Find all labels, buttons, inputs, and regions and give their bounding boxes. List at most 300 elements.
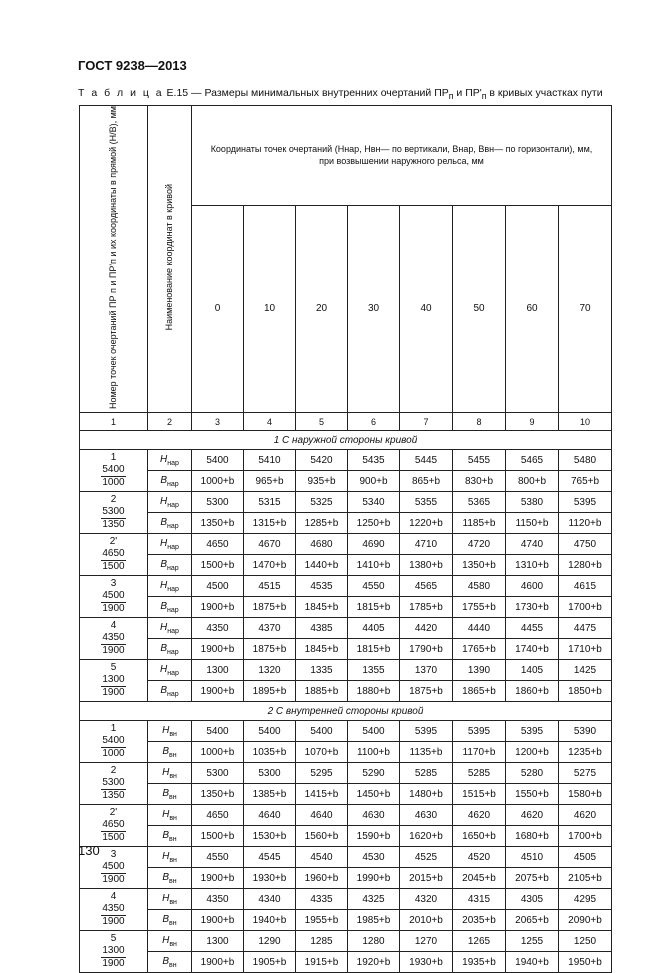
fraction-width: 1900 (102, 645, 125, 657)
coord-subscript: вн (169, 793, 177, 801)
document-header: ГОСТ 9238—2013 (78, 58, 187, 73)
table-row (80, 910, 612, 931)
coord-subscript: вн (169, 919, 177, 927)
b-value-cell: 2090+b (559, 910, 612, 931)
h-value-cell: 4640 (296, 805, 348, 826)
b-value-cell: 1220+b (400, 513, 453, 534)
coord-subscript: вн (169, 877, 177, 885)
h-value-cell: 5325 (296, 492, 348, 513)
b-value-cell: 900+b (348, 471, 400, 492)
fraction-height: 5300 (102, 506, 125, 518)
coord-name-h: $H_{нар}$ (148, 492, 192, 513)
coord-name-b: $B_{нар}$ (148, 681, 192, 702)
coord-name-h: $H_{нар}$ (148, 576, 192, 597)
h-value-cell: 1370 (400, 660, 453, 681)
b-value-cell: 1950+b (559, 952, 612, 973)
coord-name-h: $H_{вн}$ (148, 931, 192, 952)
fraction-width: 1900 (102, 603, 125, 615)
b-value-cell: 1875+b (400, 681, 453, 702)
b-value-cell: 1885+b (296, 681, 348, 702)
h-value-cell: 1405 (506, 660, 559, 681)
h-value-cell: 1390 (453, 660, 506, 681)
coord-subscript: нар (167, 543, 179, 551)
h-value-cell: 5400 (296, 721, 348, 742)
elevation-cell: 20 (296, 205, 348, 412)
caption-text: Е.15 — Размеры минимальных внутренних очертаний ПР (163, 87, 449, 99)
b-value-cell: 1730+b (506, 597, 559, 618)
h-value-cell: 4620 (453, 805, 506, 826)
column-number-cell: 7 (400, 413, 453, 431)
column-number-cell: 6 (348, 413, 400, 431)
b-value-cell: 1120+b (559, 513, 612, 534)
b-value-cell: 1710+b (559, 639, 612, 660)
b-value-cell: 1900+b (192, 597, 244, 618)
b-value-cell: 935+b (296, 471, 348, 492)
b-value-cell: 800+b (506, 471, 559, 492)
h-value-cell: 4720 (453, 534, 506, 555)
h-value-cell: 5275 (559, 763, 612, 784)
coord-subscript: вн (169, 940, 177, 948)
fraction-height: 4500 (102, 861, 125, 873)
fraction-height: 4650 (102, 819, 125, 831)
h-value-cell: 4320 (400, 889, 453, 910)
b-value-cell: 1285+b (296, 513, 348, 534)
coord-name-h: $H_{вн}$ (148, 805, 192, 826)
b-value-cell: 1900+b (192, 910, 244, 931)
coord-name-b: $B_{нар}$ (148, 555, 192, 576)
h-value-cell: 4640 (244, 805, 296, 826)
h-value-cell: 4510 (506, 847, 559, 868)
h-value-cell: 4620 (506, 805, 559, 826)
h-value-cell: 5380 (506, 492, 559, 513)
point-number: 2 (110, 494, 117, 506)
h-value-cell: 5400 (244, 721, 296, 742)
table-row (80, 952, 612, 973)
coord-subscript: нар (167, 522, 179, 530)
fraction-width: 1900 (102, 958, 125, 970)
fraction-width: 1000 (102, 748, 125, 760)
b-value-cell: 1500+b (192, 826, 244, 847)
h-value-cell: 5400 (192, 721, 244, 742)
b-value-cell: 1380+b (400, 555, 453, 576)
h-value-cell: 4385 (296, 618, 348, 639)
h-value-cell: 4550 (192, 847, 244, 868)
section-title: 1 С наружной стороны кривой (80, 431, 612, 450)
h-value-cell: 4325 (348, 889, 400, 910)
fraction-width: 1350 (102, 790, 125, 802)
b-value-cell: 1700+b (559, 826, 612, 847)
point-fraction (101, 945, 125, 970)
point-number: 5 (110, 933, 117, 945)
b-value-cell: 2065+b (506, 910, 559, 931)
point-number: 2' (109, 807, 118, 819)
b-value-cell: 1815+b (348, 597, 400, 618)
b-value-cell: 1985+b (348, 910, 400, 931)
b-value-cell: 1590+b (348, 826, 400, 847)
coord-name-b: $B_{нар}$ (148, 513, 192, 534)
fraction-width: 1500 (102, 832, 125, 844)
coord-name-header: Наименование координат в кривой (148, 106, 192, 413)
table-row (80, 742, 612, 763)
h-value-cell: 4505 (559, 847, 612, 868)
b-value-cell: 2075+b (506, 868, 559, 889)
point-fraction (101, 632, 125, 657)
h-value-cell: 1255 (506, 931, 559, 952)
b-value-cell: 1350+b (192, 784, 244, 805)
h-value-cell: 5390 (559, 721, 612, 742)
dimensions-table (79, 105, 612, 973)
coord-subscript: нар (167, 669, 179, 677)
point-fraction (101, 506, 125, 531)
h-value-cell: 4710 (400, 534, 453, 555)
coord-name-h: $H_{нар}$ (148, 534, 192, 555)
h-value-cell: 1425 (559, 660, 612, 681)
table-row (80, 639, 612, 660)
elevation-cell: 60 (506, 205, 559, 412)
h-value-cell: 4580 (453, 576, 506, 597)
coord-name-h: $H_{вн}$ (148, 763, 192, 784)
h-value-cell: 4340 (244, 889, 296, 910)
h-value-cell: 4670 (244, 534, 296, 555)
table-row (80, 847, 612, 868)
fraction-height: 5300 (102, 777, 125, 789)
b-value-cell: 1845+b (296, 639, 348, 660)
b-value-cell: 2105+b (559, 868, 612, 889)
h-value-cell: 4690 (348, 534, 400, 555)
fraction-height: 4650 (102, 548, 125, 560)
h-value-cell: 5355 (400, 492, 453, 513)
h-value-cell: 4535 (296, 576, 348, 597)
coord-name-b: $B_{вн}$ (148, 868, 192, 889)
table-row (80, 513, 612, 534)
column-number-cell: 10 (559, 413, 612, 431)
b-value-cell: 1815+b (348, 639, 400, 660)
point-id-cell (80, 534, 148, 576)
fraction-height: 4500 (102, 590, 125, 602)
b-value-cell: 1845+b (296, 597, 348, 618)
elevation-cell: 40 (400, 205, 453, 412)
b-value-cell: 1350+b (453, 555, 506, 576)
point-id-cell (80, 805, 148, 847)
table-row (80, 826, 612, 847)
h-value-cell: 4630 (348, 805, 400, 826)
b-value-cell: 1860+b (506, 681, 559, 702)
b-value-cell: 1900+b (192, 681, 244, 702)
b-value-cell: 1185+b (453, 513, 506, 534)
b-value-cell: 1170+b (453, 742, 506, 763)
h-value-cell: 1300 (192, 660, 244, 681)
h-value-cell: 1300 (192, 931, 244, 952)
b-value-cell: 2010+b (400, 910, 453, 931)
table-row (80, 784, 612, 805)
coord-subscript: нар (167, 690, 179, 698)
point-fraction (101, 674, 125, 699)
elevation-cell: 0 (192, 205, 244, 412)
fraction-width: 1900 (102, 874, 125, 886)
b-value-cell: 1250+b (348, 513, 400, 534)
b-value-cell: 1875+b (244, 639, 296, 660)
point-id-cell (80, 763, 148, 805)
h-value-cell: 4315 (453, 889, 506, 910)
column-number-cell: 1 (80, 413, 148, 431)
coord-name-b: $B_{нар}$ (148, 471, 192, 492)
fraction-height: 4350 (102, 903, 125, 915)
b-value-cell: 1935+b (453, 952, 506, 973)
b-value-cell: 1350+b (192, 513, 244, 534)
b-value-cell: 1960+b (296, 868, 348, 889)
b-value-cell: 865+b (400, 471, 453, 492)
fraction-height: 4350 (102, 632, 125, 644)
table-row (80, 660, 612, 681)
point-number: 2' (109, 536, 118, 548)
table-row (80, 889, 612, 910)
table-row (80, 492, 612, 513)
fraction-height: 5400 (102, 464, 125, 476)
h-value-cell: 4600 (506, 576, 559, 597)
h-value-cell: 5295 (296, 763, 348, 784)
coord-name-h: $H_{нар}$ (148, 618, 192, 639)
h-value-cell: 5400 (348, 721, 400, 742)
h-value-cell: 4650 (192, 534, 244, 555)
b-value-cell: 1900+b (192, 868, 244, 889)
b-value-cell: 1315+b (244, 513, 296, 534)
h-value-cell: 5465 (506, 450, 559, 471)
b-value-cell: 1900+b (192, 639, 244, 660)
coord-subscript: вн (169, 898, 177, 906)
fraction-height: 5400 (102, 735, 125, 747)
b-value-cell: 1100+b (348, 742, 400, 763)
b-value-cell: 1930+b (244, 868, 296, 889)
h-value-cell: 5420 (296, 450, 348, 471)
coord-subscript: вн (169, 772, 177, 780)
b-value-cell: 1755+b (453, 597, 506, 618)
h-value-cell: 5455 (453, 450, 506, 471)
b-value-cell: 1850+b (559, 681, 612, 702)
table-row (80, 576, 612, 597)
coord-subscript: нар (167, 627, 179, 635)
b-value-cell: 1070+b (296, 742, 348, 763)
table-row (80, 805, 612, 826)
b-value-cell: 1940+b (506, 952, 559, 973)
b-value-cell: 1880+b (348, 681, 400, 702)
table-row (80, 868, 612, 889)
fraction-width: 1000 (102, 477, 125, 489)
b-value-cell: 1415+b (296, 784, 348, 805)
column-number-row (80, 413, 612, 431)
table-row (80, 534, 612, 555)
coord-subscript: нар (167, 459, 179, 467)
h-value-cell: 5365 (453, 492, 506, 513)
b-value-cell: 965+b (244, 471, 296, 492)
b-value-cell: 1200+b (506, 742, 559, 763)
b-value-cell: 1875+b (244, 597, 296, 618)
section-title: 2 С внутренней стороны кривой (80, 702, 612, 721)
b-value-cell: 1310+b (506, 555, 559, 576)
coord-name-b: $B_{вн}$ (148, 784, 192, 805)
b-value-cell: 1920+b (348, 952, 400, 973)
table-row (80, 618, 612, 639)
b-value-cell: 2035+b (453, 910, 506, 931)
coord-subscript: вн (169, 835, 177, 843)
h-value-cell: 5395 (559, 492, 612, 513)
b-value-cell: 1530+b (244, 826, 296, 847)
b-value-cell: 1895+b (244, 681, 296, 702)
h-value-cell: 4420 (400, 618, 453, 639)
coord-name-b: $B_{вн}$ (148, 742, 192, 763)
point-id-cell (80, 660, 148, 702)
point-fraction (101, 819, 125, 844)
h-value-cell: 4550 (348, 576, 400, 597)
elevation-cell: 30 (348, 205, 400, 412)
b-value-cell: 1740+b (506, 639, 559, 660)
b-value-cell: 1650+b (453, 826, 506, 847)
point-id-cell (80, 492, 148, 534)
b-value-cell: 1385+b (244, 784, 296, 805)
column-number-cell: 3 (192, 413, 244, 431)
h-value-cell: 5435 (348, 450, 400, 471)
h-value-cell: 4565 (400, 576, 453, 597)
h-value-cell: 4515 (244, 576, 296, 597)
h-value-cell: 5300 (192, 763, 244, 784)
column-number-cell: 2 (148, 413, 192, 431)
b-value-cell: 1790+b (400, 639, 453, 660)
point-fraction (101, 861, 125, 886)
h-value-cell: 4350 (192, 618, 244, 639)
b-value-cell: 1480+b (400, 784, 453, 805)
point-fraction (101, 903, 125, 928)
section-row (80, 702, 612, 721)
h-value-cell: 4455 (506, 618, 559, 639)
h-value-cell: 4615 (559, 576, 612, 597)
h-value-cell: 5410 (244, 450, 296, 471)
table-row (80, 681, 612, 702)
h-value-cell: 5300 (192, 492, 244, 513)
coord-name-b: $B_{вн}$ (148, 952, 192, 973)
table-row (80, 931, 612, 952)
point-number: 3 (110, 849, 117, 861)
h-value-cell: 1250 (559, 931, 612, 952)
h-value-cell: 4350 (192, 889, 244, 910)
b-value-cell: 1450+b (348, 784, 400, 805)
fraction-width: 1500 (102, 561, 125, 573)
h-value-cell: 5395 (400, 721, 453, 742)
point-number-header: Номер точек очертаний ПР п и ПР'п и их координаты в прямой (H/B), мм (80, 106, 148, 413)
h-value-cell: 5395 (453, 721, 506, 742)
b-value-cell: 1765+b (453, 639, 506, 660)
point-id-cell (80, 931, 148, 973)
b-value-cell: 1865+b (453, 681, 506, 702)
b-value-cell: 765+b (559, 471, 612, 492)
page-number: 130 (78, 843, 100, 858)
table-row (80, 555, 612, 576)
point-id-cell (80, 618, 148, 660)
coord-name-b: $B_{вн}$ (148, 910, 192, 931)
h-value-cell: 4620 (559, 805, 612, 826)
coord-subscript: вн (169, 961, 177, 969)
coord-subscript: нар (167, 501, 179, 509)
table-caption: Т а б л и ц а Е.15 — Размеры минимальных внутренних очертаний $ПР_п$ и $ПР'_п$ в кривых участках пути (78, 87, 603, 102)
b-value-cell: 2015+b (400, 868, 453, 889)
h-value-cell: 5340 (348, 492, 400, 513)
coord-subscript: нар (167, 648, 179, 656)
h-value-cell: 4335 (296, 889, 348, 910)
h-value-cell: 4680 (296, 534, 348, 555)
point-number: 1 (110, 452, 117, 464)
column-number-cell: 4 (244, 413, 296, 431)
b-value-cell: 1680+b (506, 826, 559, 847)
table-row (80, 721, 612, 742)
point-id-cell (80, 450, 148, 492)
b-value-cell: 1990+b (348, 868, 400, 889)
b-value-cell: 1940+b (244, 910, 296, 931)
coord-subscript: нар (167, 480, 179, 488)
coord-name-b: $B_{нар}$ (148, 597, 192, 618)
point-number: 1 (110, 723, 117, 735)
coord-subscript: нар (167, 606, 179, 614)
b-value-cell: 1280+b (559, 555, 612, 576)
h-value-cell: 4650 (192, 805, 244, 826)
h-value-cell: 1335 (296, 660, 348, 681)
elevation-cell: 70 (559, 205, 612, 412)
coord-subscript: нар (167, 585, 179, 593)
b-value-cell: 1900+b (192, 952, 244, 973)
coord-subscript: нар (167, 564, 179, 572)
point-id-cell (80, 576, 148, 618)
fraction-height: 1300 (102, 674, 125, 686)
h-value-cell: 4540 (296, 847, 348, 868)
b-value-cell: 2045+b (453, 868, 506, 889)
h-value-cell: 1355 (348, 660, 400, 681)
h-value-cell: 1320 (244, 660, 296, 681)
h-value-cell: 4475 (559, 618, 612, 639)
h-value-cell: 1285 (296, 931, 348, 952)
column-number-cell: 9 (506, 413, 559, 431)
table-row (80, 450, 612, 471)
b-value-cell: 1135+b (400, 742, 453, 763)
point-number: 2 (110, 765, 117, 777)
point-number: 5 (110, 662, 117, 674)
table-row (80, 471, 612, 492)
b-value-cell: 1580+b (559, 784, 612, 805)
point-id-cell (80, 721, 148, 763)
coord-name-b: $B_{нар}$ (148, 639, 192, 660)
b-value-cell: 1470+b (244, 555, 296, 576)
h-value-cell: 5445 (400, 450, 453, 471)
b-value-cell: 1515+b (453, 784, 506, 805)
column-number-cell: 5 (296, 413, 348, 431)
h-value-cell: 4405 (348, 618, 400, 639)
fraction-height: 1300 (102, 945, 125, 957)
table-row (80, 763, 612, 784)
b-value-cell: 1955+b (296, 910, 348, 931)
coord-subscript: вн (169, 751, 177, 759)
fraction-width: 1900 (102, 687, 125, 699)
point-fraction (101, 464, 125, 489)
h-value-cell: 5300 (244, 763, 296, 784)
point-fraction (101, 590, 125, 615)
elevation-cell: 10 (244, 205, 296, 412)
table-row (80, 597, 612, 618)
b-value-cell: 1905+b (244, 952, 296, 973)
coord-subscript: вн (169, 856, 177, 864)
h-value-cell: 4520 (453, 847, 506, 868)
coordinates-header: Координаты точек очертаний (Hнар, Hвн— по вертикали, Bнар, Bвн— по горизонтали), мм, при возвышении наружного рельса, мм (192, 106, 612, 206)
b-value-cell: 830+b (453, 471, 506, 492)
coord-subscript: вн (169, 730, 177, 738)
b-value-cell: 1550+b (506, 784, 559, 805)
table-body (80, 431, 612, 973)
h-value-cell: 1290 (244, 931, 296, 952)
